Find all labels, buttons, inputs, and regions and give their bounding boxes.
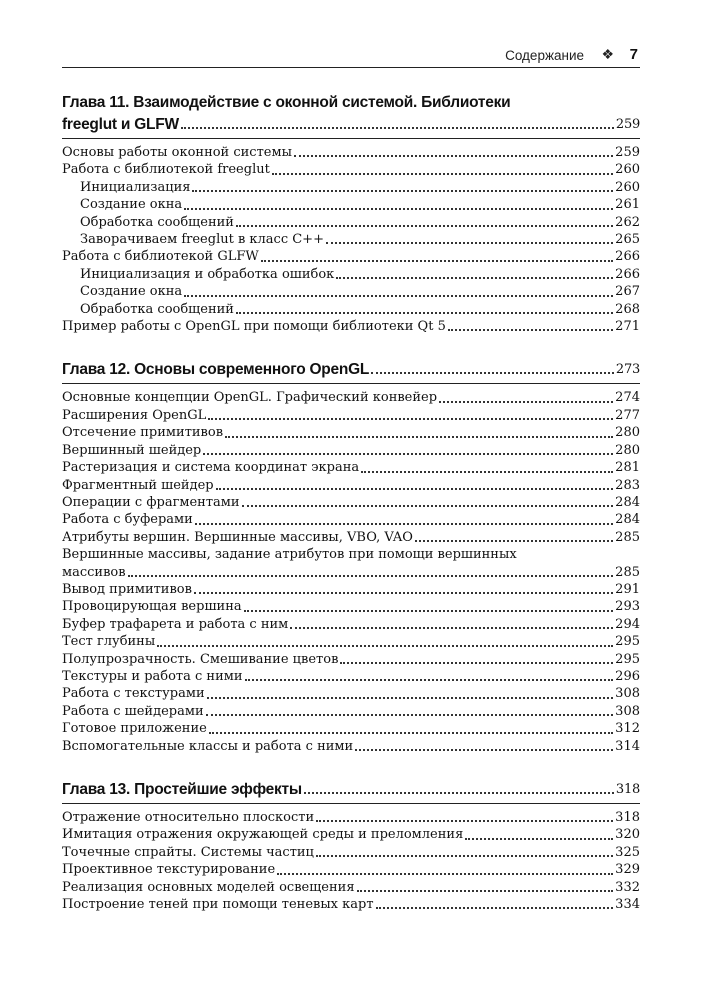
dot-leader	[194, 592, 613, 594]
chapter-entries	[62, 144, 640, 335]
toc-subentry	[62, 196, 640, 213]
entry-title: Обработка сообщений	[80, 301, 234, 317]
entry-page: 280	[615, 425, 640, 441]
dot-leader	[336, 277, 613, 279]
dot-leader	[357, 890, 614, 892]
dot-leader	[242, 505, 614, 507]
chapter-title-entry	[62, 114, 640, 139]
toc-entry	[62, 844, 640, 861]
entry-page: 260	[615, 179, 640, 195]
entry-page: 314	[615, 738, 640, 754]
dot-leader	[209, 732, 613, 734]
entry-page: 281	[615, 460, 640, 476]
entry-page: 318	[615, 810, 640, 825]
chapter-title: Глава 13. Простейшие эффекты	[62, 781, 302, 798]
dot-leader	[361, 471, 613, 473]
dot-leader	[415, 540, 613, 542]
chapter-heading	[62, 359, 640, 384]
toc-entry	[62, 161, 640, 178]
entry-title: Основы работы оконной системы	[62, 145, 292, 160]
dot-leader	[448, 329, 613, 331]
toc-entry	[62, 529, 640, 546]
entry-page: 260	[615, 162, 640, 178]
toc-entry	[62, 459, 640, 476]
toc-entry	[62, 318, 640, 335]
dot-leader	[371, 372, 614, 374]
toc-subentry	[62, 231, 640, 248]
entry-title: Вывод примитивов	[62, 581, 192, 597]
dot-leader	[192, 190, 613, 192]
toc-entry	[62, 424, 640, 441]
entry-title: Работа с буферами	[62, 512, 193, 528]
dot-leader	[277, 873, 613, 875]
entry-page: 308	[615, 703, 640, 719]
entry-title: Фрагментный шейдер	[62, 477, 214, 493]
entry-title: Создание окна	[80, 284, 183, 300]
entry-title: Операции с фрагментами	[62, 494, 240, 510]
entry-page: 262	[615, 214, 640, 230]
chapter-entries	[62, 809, 640, 913]
table-of-contents	[62, 92, 640, 937]
running-head	[62, 0, 640, 68]
entry-title: Работа с шейдерами	[62, 703, 204, 719]
dot-leader	[216, 488, 614, 490]
toc-entry	[62, 442, 640, 459]
toc-entry	[62, 651, 640, 668]
chapter-heading	[62, 92, 640, 139]
entry-page: 294	[615, 616, 640, 632]
dot-leader	[244, 610, 614, 612]
chapter-title-line: Глава 11. Взаимодействие с оконной системой. Библиотеки	[62, 94, 511, 111]
chapter-title-entry	[62, 779, 640, 804]
dot-leader	[376, 907, 614, 909]
entry-page: 267	[615, 284, 640, 300]
toc-entry	[62, 720, 640, 737]
ornament-icon: ❖	[601, 46, 614, 62]
entry-page: 274	[615, 390, 640, 406]
toc-entry	[62, 389, 640, 406]
chapter-12	[62, 359, 640, 755]
entry-page: 296	[615, 668, 640, 684]
entry-page: 265	[615, 232, 640, 248]
dot-leader	[203, 453, 613, 455]
entry-title: Вспомогательные классы и работа с ними	[62, 738, 354, 754]
entry-title: Создание окна	[80, 197, 183, 213]
toc-entry	[62, 407, 640, 424]
entry-page: 295	[615, 634, 640, 650]
entry-title: Растеризация и система координат экрана	[62, 460, 360, 476]
entry-page: 277	[615, 407, 640, 423]
entry-title: Отражение относительно плоскости	[62, 810, 315, 825]
toc-entry	[62, 896, 640, 913]
toc-entry	[62, 668, 640, 685]
entry-page: 285	[615, 529, 640, 545]
dot-leader	[225, 436, 613, 438]
entry-title: Проективное текстурирование	[62, 862, 276, 878]
toc-entry	[62, 564, 640, 581]
chapter-title: Глава 12. Основы современного OpenGL	[62, 361, 370, 379]
entry-title: Расширения OpenGL	[62, 407, 207, 423]
entry-page: 325	[615, 844, 640, 860]
entry-page: 291	[615, 581, 640, 597]
toc-subentry	[62, 179, 640, 196]
toc-entry	[62, 511, 640, 528]
entry-title: Инициализация и обработка ошибок	[80, 266, 335, 282]
running-head-section: Содержание	[505, 48, 584, 63]
entry-page: 285	[615, 564, 640, 580]
dot-leader	[245, 679, 614, 681]
dot-leader	[261, 260, 613, 262]
toc-entry	[62, 598, 640, 615]
entry-title: Заворачиваем freeglut в класс C++	[80, 232, 324, 248]
entry-page: 312	[615, 721, 640, 737]
chapter-page: 273	[615, 362, 640, 378]
toc-entry	[62, 494, 640, 511]
dot-leader	[316, 855, 613, 857]
entry-page: 293	[615, 599, 640, 615]
entry-page: 329	[615, 862, 640, 878]
entry-title: Полупрозрачность. Смешивание цветов	[62, 651, 339, 667]
toc-entry	[62, 685, 640, 702]
dot-leader	[184, 295, 613, 297]
entry-title: Буфер трафарета и работа с ним	[62, 616, 289, 632]
dot-leader	[290, 627, 613, 629]
dot-leader	[208, 418, 613, 420]
dot-leader	[355, 749, 613, 751]
entry-title: Обработка сообщений	[80, 214, 234, 230]
entry-title: Инициализация	[80, 179, 191, 195]
toc-entry	[62, 703, 640, 720]
entry-title: Пример работы с OpenGL при помощи библиотеки Qt 5	[62, 319, 446, 335]
dot-leader	[184, 208, 613, 210]
entry-title: Точечные спрайты. Системы частиц	[62, 844, 314, 860]
chapter-entries	[62, 389, 640, 755]
toc-entry	[62, 144, 640, 161]
toc-subentry	[62, 301, 640, 318]
dot-leader	[181, 127, 614, 129]
toc-subentry	[62, 214, 640, 231]
entry-page: 332	[615, 879, 640, 895]
entry-title: Построение теней при помощи теневых карт	[62, 897, 374, 913]
toc-entry	[62, 477, 640, 494]
toc-entry	[62, 809, 640, 826]
chapter-13	[62, 779, 640, 913]
page-number: 7	[629, 46, 638, 63]
dot-leader	[236, 312, 613, 314]
toc-subentry	[62, 266, 640, 283]
toc-entry	[62, 633, 640, 650]
entry-title-line: Вершинные массивы, задание атрибутов при помощи вершинных	[62, 547, 517, 563]
toc-entry	[62, 248, 640, 265]
dot-leader	[207, 697, 614, 699]
dot-leader	[157, 645, 613, 647]
entry-title: Основные концепции OpenGL. Графический конвейер	[62, 390, 438, 406]
toc-entry	[62, 826, 640, 843]
entry-page: 283	[615, 477, 640, 493]
entry-page: 266	[615, 266, 640, 282]
entry-page: 295	[615, 651, 640, 667]
entry-page: 284	[615, 512, 640, 528]
entry-title: Работа с библиотекой GLFW	[62, 249, 259, 265]
entry-title: Провоцирующая вершина	[62, 599, 242, 615]
dot-leader	[206, 714, 614, 716]
dot-leader	[465, 838, 613, 840]
entry-page: 268	[615, 301, 640, 317]
toc-subentry	[62, 283, 640, 300]
entry-page: 280	[615, 442, 640, 458]
toc-entry	[62, 616, 640, 633]
entry-title: Работа с библиотекой freeglut	[62, 162, 270, 178]
dot-leader	[294, 155, 613, 157]
entry-page: 261	[615, 197, 640, 213]
entry-title: Имитация отражения окружающей среды и преломления	[62, 827, 464, 843]
chapter-title: freeglut и GLFW	[62, 116, 179, 133]
dot-leader	[128, 575, 614, 577]
entry-title: Отсечение примитивов	[62, 425, 224, 441]
entry-title: Вершинный шейдер	[62, 442, 202, 458]
entry-title: Работа с текстурами	[62, 686, 205, 702]
entry-title: Готовое приложение	[62, 721, 207, 737]
entry-title: Атрибуты вершин. Вершинные массивы, VBO, VAO	[62, 529, 413, 545]
dot-leader	[304, 792, 614, 794]
dot-leader	[340, 662, 613, 664]
entry-title: Текстуры и работа с ними	[62, 668, 243, 684]
entry-page: 320	[615, 827, 640, 843]
toc-entry	[62, 861, 640, 878]
dot-leader	[326, 242, 613, 244]
chapter-title-entry	[62, 359, 640, 384]
entry-title: массивов	[62, 564, 126, 580]
toc-entry	[62, 581, 640, 598]
toc-entry	[62, 879, 640, 896]
chapter-heading	[62, 779, 640, 804]
dot-leader	[272, 173, 613, 175]
entry-page: 334	[615, 897, 640, 913]
dot-leader	[236, 225, 613, 227]
entry-title: Тест глубины	[62, 634, 156, 650]
entry-page: 259	[615, 145, 640, 160]
entry-page: 271	[615, 319, 640, 335]
dot-leader	[439, 401, 613, 403]
dot-leader	[195, 523, 613, 525]
chapter-11	[62, 92, 640, 335]
dot-leader	[316, 820, 613, 822]
entry-page: 308	[615, 686, 640, 702]
chapter-page: 318	[615, 782, 640, 797]
chapter-page: 259	[615, 117, 640, 132]
entry-page: 266	[615, 249, 640, 265]
entry-page: 284	[615, 494, 640, 510]
entry-title: Реализация основных моделей освещения	[62, 879, 355, 895]
toc-entry	[62, 738, 640, 755]
